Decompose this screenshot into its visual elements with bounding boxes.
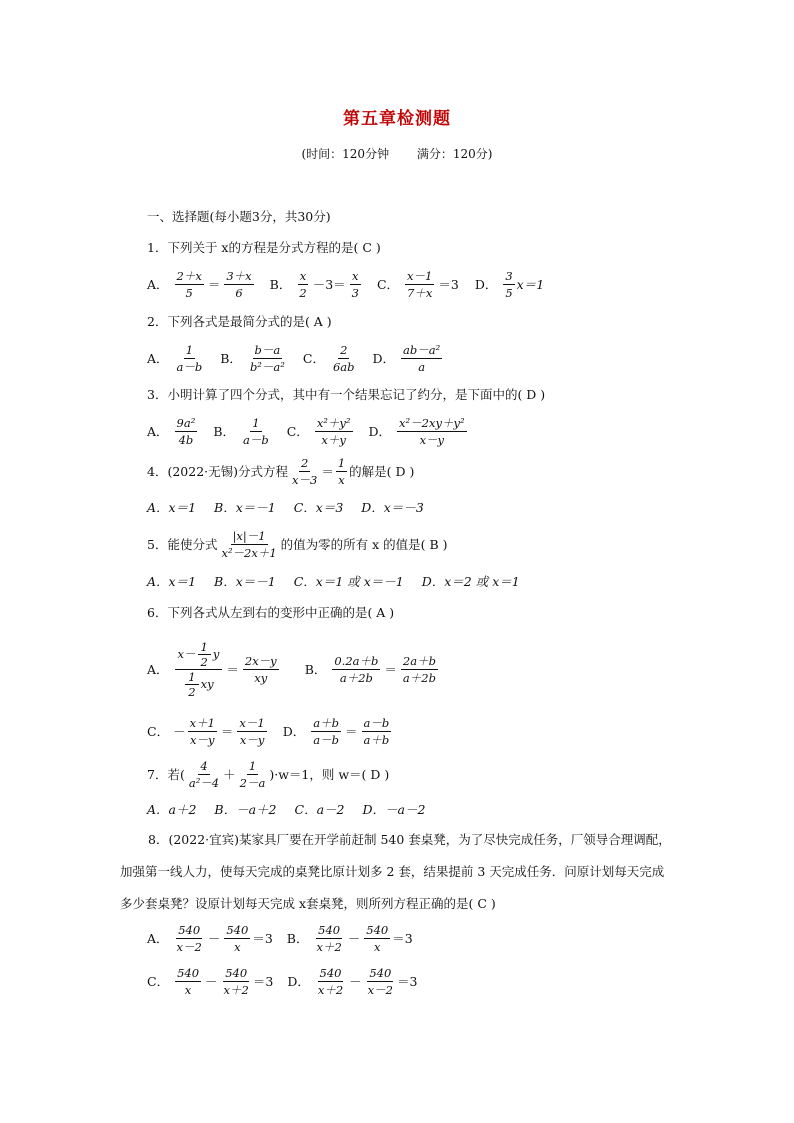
option-a: A．x＝1: [147, 574, 197, 589]
option-c: C．x＝3: [293, 500, 344, 515]
question-8-options-ab: [147, 918, 427, 958]
option-b: B． $\frac{1}{a-b}$: [213, 415, 269, 447]
time-info: (时间：120分钟: [301, 147, 390, 161]
option-b: B． $\frac{x}{2}$ －3＝ $\frac{x}{3}$: [269, 268, 359, 300]
question-3-stem: 3．小明计算了四个分式，其中有一个结果忘记了约分，是下面中的( D ): [147, 387, 546, 402]
option-b: B．x＝－1: [214, 500, 276, 515]
option-a: A． $\frac{2+x}{5}$ ＝ $\frac{3+x}{6}$: [147, 268, 252, 300]
option-d: D． $\frac{\text{ab－a²}}{a}$: [372, 342, 441, 374]
complex-fraction: x－ $\frac{1}{2}$ y $\frac{1}{2}$ xy: [175, 640, 223, 699]
option-d: D．x＝2 或 x＝1: [421, 574, 520, 589]
option-c: C． $\frac{540}{x}$ － $\frac{540}{x+2}$ ＝3: [147, 965, 274, 997]
page-title: 第五章检测题: [343, 109, 451, 129]
option-d: D． $\frac{540}{x+2}$ － $\frac{540}{x-2}$ ＝3: [287, 965, 418, 997]
fraction: $\frac{x}{2}$: [299, 268, 307, 300]
option-d: D． $\frac{a+b}{a-b}$ ＝ $\frac{a-b}{a+b}$: [282, 715, 390, 747]
option-a: A．x＝1: [147, 500, 197, 515]
question-1-options: [147, 264, 558, 304]
option-b: B． $\frac{540}{x+2}$ － $\frac{540}{x}$ ＝3: [286, 922, 413, 954]
option-c: C．x＝1 或 x＝－1: [293, 574, 404, 589]
exam-info: [0, 145, 794, 162]
fraction: $\frac{2+x}{5}$: [176, 268, 202, 300]
question-6-options-cd: [147, 711, 407, 751]
option-b: B．－a＋2: [214, 802, 277, 817]
question-5-stem: 5．能使分式 $\frac{|x|-1}{\text{x²－2x＋1}}$ 的值为零的所有 x 的值是( B ): [147, 528, 448, 560]
option-c: C． － $\frac{x+1}{x-y}$ ＝ $\frac{x-1}{x-y}$: [147, 715, 265, 747]
option-a: A．a＋2: [147, 802, 197, 817]
option-d: D． $\frac{3}{5}$ x＝1: [474, 268, 545, 300]
section-heading: 一、选择题(每小题3分，共30分): [147, 209, 331, 224]
question-7-stem: 7．若( $\frac{4}{\text{a²－4}}$ ＋ $\frac{1}{2-a}$ )·w＝1，则 w＝( D ): [147, 758, 390, 790]
option-a: A． $\frac{540}{x-2}$ － $\frac{540}{x}$ ＝3: [147, 922, 273, 954]
option-c: C． $\frac{\text{x²＋y²}}{x+y}$: [286, 415, 351, 447]
question-2-stem: 2．下列各式是最简分式的是( A ): [147, 314, 332, 329]
question-7-options: [147, 801, 439, 819]
question-5-options: [147, 573, 534, 591]
question-6-stem: 6．下列各式从左到右的变形中正确的是( A ): [147, 605, 395, 620]
question-8-options-cd: [147, 961, 431, 1001]
option-c: C． $\frac{x-1}{7+x}$ ＝3: [376, 268, 459, 300]
question-3-options: [147, 411, 483, 451]
question-4-stem: 4．(2022·无锡)分式方程 $\frac{2}{x-3}$ ＝ $\frac{1}{x}$ 的解是( D ): [147, 455, 415, 487]
fraction: $\frac{3}{5}$: [505, 268, 513, 300]
option-a: A． $\frac{1}{a-b}$: [147, 342, 203, 374]
question-6-options-ab: [147, 633, 454, 705]
option-b: B． $\frac{b-a}{\text{b²－a²}}$: [220, 342, 285, 374]
option-a: A． $\frac{\text{9a²}}{4b}$: [147, 415, 196, 447]
fraction: $\frac{x}{3}$: [351, 268, 359, 300]
option-d: D． $\frac{\text{x²－2xy＋y²}}{x-y}$: [368, 415, 465, 447]
option-c: C．a－2: [294, 802, 345, 817]
question-2-options: [147, 338, 458, 378]
fraction: $\frac{3+x}{6}$: [226, 268, 252, 300]
fraction: $\frac{x-1}{7+x}$: [407, 268, 433, 300]
option-b: B．x＝－1: [214, 574, 276, 589]
option-b: B． $\frac{0.2a+b}{a+2b}$ ＝ $\frac{2a+b}{a+2b}$: [304, 653, 436, 685]
score-info: 满分：120分): [416, 147, 493, 161]
question-8-stem: 8．(2022·宜宾)某家具厂要在开学前赶制 540 套桌凳，为了尽快完成任务，厂领导合理调配，加强第一线人力，使每天完成的桌凳比原计划多 2 套，结果提前 3 天完成任务．问原计划每天完成多少套桌凳？设原计划每天完成 x套桌凳，则所列方程正确的是( C ): [120, 832, 671, 911]
option-d: D．x＝－3: [361, 500, 424, 515]
question-1-stem: 1．下列关于 x的方程是分式方程的是( C ): [147, 240, 381, 255]
question-4-options: [147, 499, 438, 517]
option-d: D．－a－2: [362, 802, 426, 817]
option-c: C． $\frac{2}{6ab}$: [302, 342, 355, 374]
option-a: A． x－ $\frac{1}{2}$ y $\frac{1}{2}$ xy ＝ $\frac{2x-y}{xy}$: [147, 639, 277, 699]
